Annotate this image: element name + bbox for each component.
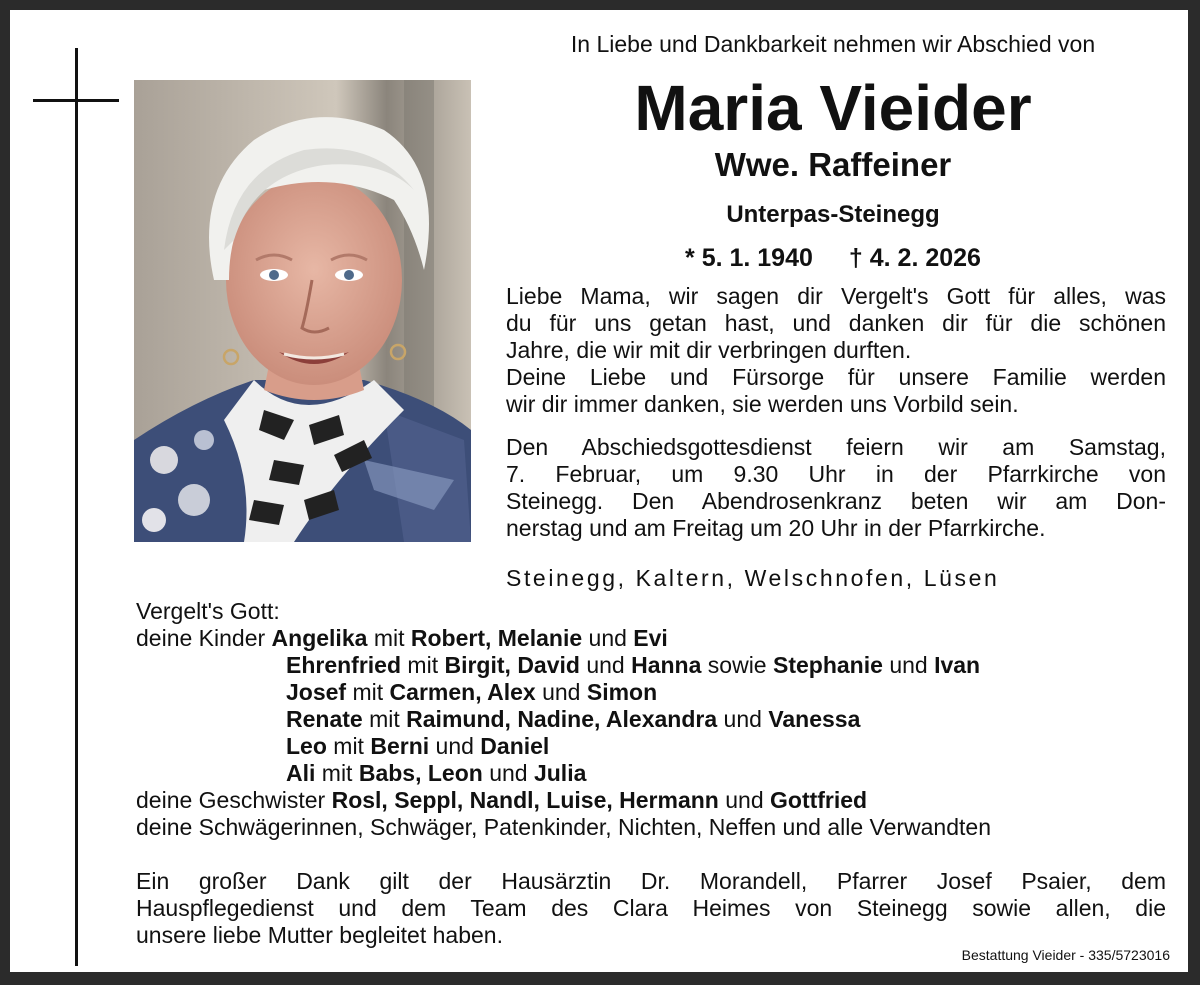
- service-line: nerstag und am Freitag um 20 Uhr in der Pfarrkirche.: [506, 515, 1046, 541]
- life-dates: [508, 242, 1158, 274]
- portrait-illustration: [134, 80, 471, 542]
- cross-icon-horizontal: [33, 99, 119, 102]
- service-line: Steinegg. Den Abendrosenkranz beten wir am Don-: [506, 488, 1166, 514]
- locations: Steinegg, Kaltern, Welschnofen, Lüsen: [506, 565, 1000, 591]
- final-line: Hauspflegedienst und dem Team des Clara Heimes von Steinegg sowie allen, die: [136, 895, 1166, 921]
- final-line: unsere liebe Mutter begleitet haben.: [136, 922, 503, 948]
- service-line: Den Abschiedsgottesdienst feiern wir am Samstag,: [506, 434, 1166, 460]
- message-line: Deine Liebe und Fürsorge für unsere Familie werden: [506, 364, 1166, 390]
- widow-name: Wwe. Raffeiner: [714, 146, 952, 183]
- funeral-home-credit: Bestattung Vieider - 335/5723016: [961, 947, 1170, 963]
- deceased-name: Maria Vieider: [634, 72, 1032, 144]
- family-row-relatives: deine Schwägerinnen, Schwäger, Patenkinder, Nichten, Neffen und alle Verwandten: [136, 814, 991, 840]
- birth-date: * 5. 1. 1940: [685, 244, 813, 272]
- message-line: wir dir immer danken, sie werden uns Vorbild sein.: [506, 391, 1019, 417]
- family-row-children-4: Renate mit Raimund, Nadine, Alexandra und Vanessa: [286, 706, 861, 732]
- death-date: † 4. 2. 2026: [848, 244, 981, 272]
- final-thanks: [136, 868, 1166, 949]
- final-line: Ein großer Dank gilt der Hausärztin Dr. Morandell, Pfarrer Josef Psaier, dem: [136, 868, 1166, 894]
- family-row-children-1: deine Kinder Angelika mit Robert, Melanie und Evi: [136, 625, 668, 651]
- farewell-message: [506, 283, 1166, 418]
- family-row-siblings: deine Geschwister Rosl, Seppl, Nandl, Luise, Hermann und Gottfried: [136, 787, 868, 813]
- cross-icon-vertical: [75, 48, 78, 966]
- service-line: 7. Februar, um 9.30 Uhr in der Pfarrkirche von: [506, 461, 1166, 487]
- family-row-children-5: Leo mit Berni und Daniel: [286, 733, 550, 759]
- obituary-card: [10, 10, 1188, 972]
- intro-text: In Liebe und Dankbarkeit nehmen wir Abschied von: [570, 31, 1096, 57]
- hometown: Unterpas-Steinegg: [726, 201, 940, 228]
- message-line: du für uns getan hast, und danken dir für die schönen: [506, 310, 1166, 336]
- family-list: [136, 625, 1176, 841]
- portrait-photo: [134, 80, 471, 542]
- family-row-children-3: Josef mit Carmen, Alex und Simon: [286, 679, 658, 705]
- message-line: Liebe Mama, wir sagen dir Vergelt's Gott für alles, was: [506, 283, 1166, 309]
- family-row-children-6: Ali mit Babs, Leon und Julia: [286, 760, 587, 786]
- family-row-children-2: Ehrenfried mit Birgit, David und Hanna sowie Stephanie und Ivan: [286, 652, 981, 678]
- thanks-heading: Vergelt's Gott:: [136, 598, 280, 624]
- service-info: [506, 434, 1166, 542]
- message-line: Jahre, die wir mit dir verbringen durften.: [506, 337, 912, 363]
